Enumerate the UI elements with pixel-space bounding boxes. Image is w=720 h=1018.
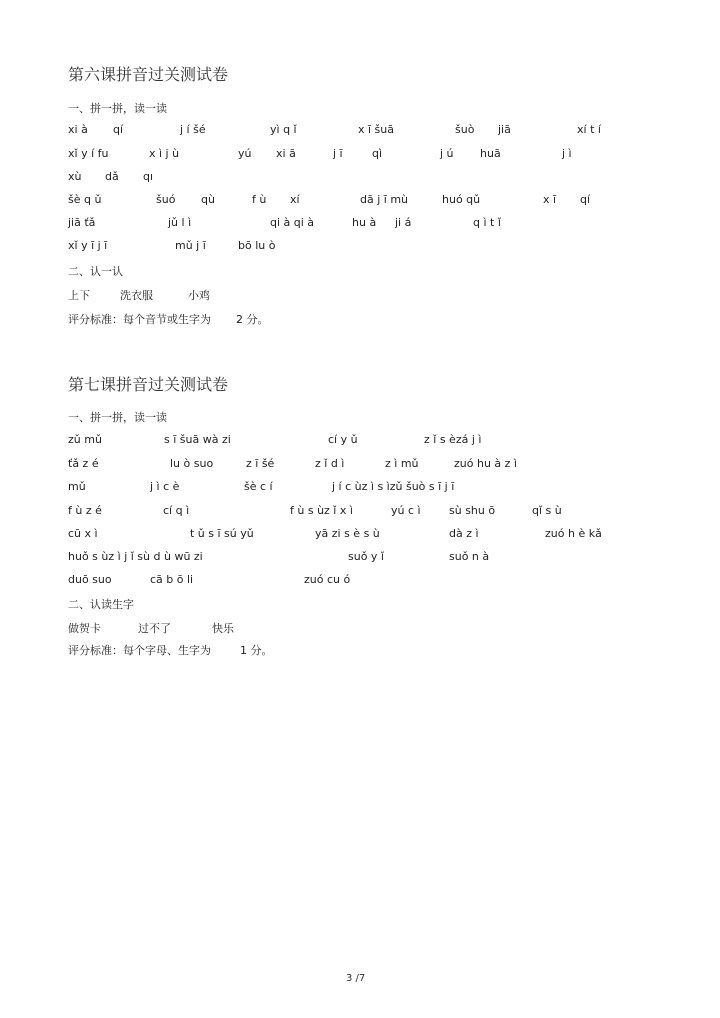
pinyin: z ǐ s èzá j ì	[424, 433, 482, 446]
pinyin: qí	[580, 193, 591, 206]
pinyin: qǐ s ù	[532, 504, 562, 517]
page-number: 3 /7	[346, 973, 366, 984]
pinyin: j ī	[333, 147, 343, 160]
pinyin: dǎ	[105, 170, 119, 183]
pinyin: xǐ y ī j ī	[68, 239, 108, 252]
pinyin: jǔ l ì	[168, 216, 192, 229]
pinyin: yā zi s è s ù	[315, 527, 380, 540]
pinyin: z ì mǔ	[385, 457, 419, 470]
pinyin: šuó	[156, 193, 176, 206]
scoring-points: 2 分。	[236, 313, 269, 326]
pinyin: cí y ǔ	[328, 433, 358, 446]
pinyin: huǒ s ùz ì j ǐ sù d ù wū zi	[68, 550, 203, 563]
pinyin: jiā ťǎ	[68, 216, 96, 229]
pinyin: dā j ī mù	[360, 193, 409, 206]
pinyin: mǔ j ī	[175, 239, 206, 252]
word: 快乐	[212, 622, 234, 635]
pinyin: xí	[290, 193, 300, 206]
pinyin: qı	[143, 170, 154, 183]
pinyin: zuó hu à z ì	[454, 457, 517, 470]
word: 过不了	[138, 622, 171, 635]
pinyin: jiā	[498, 123, 511, 136]
lesson6-title: 第六课拼音过关测试卷	[68, 65, 229, 84]
pinyin: cū x ì	[68, 527, 98, 540]
pinyin: zuó cu ó	[304, 573, 351, 586]
pinyin: j ì	[562, 147, 572, 160]
pinyin: j í c ùz ì s ìzǔ šuò s ī j ī	[332, 480, 455, 493]
pinyin: t ǔ s ī sú yǔ	[190, 527, 254, 540]
pinyin: x ī šuā	[358, 123, 395, 136]
pinyin: huā	[480, 147, 501, 160]
lesson7-title: 第七课拼音过关测试卷	[68, 375, 229, 394]
lesson6-part1-heading: 一、拼一拼，读一读	[68, 102, 167, 115]
pinyin: j í šé	[180, 123, 206, 136]
pinyin: qì	[372, 147, 383, 160]
word: 上下	[68, 289, 90, 302]
pinyin: xù	[68, 170, 82, 183]
pinyin: šè c í	[244, 480, 273, 493]
scoring-text: 评分标准：每个音节或生字为	[68, 313, 211, 326]
pinyin: f ù	[252, 193, 267, 206]
lesson6-part2-heading: 二、认一认	[68, 265, 123, 278]
pinyin: sù shu ō	[449, 504, 496, 517]
pinyin: duō suo	[68, 573, 112, 586]
pinyin: cí q ì	[163, 504, 190, 517]
word: 做贺卡	[68, 622, 101, 635]
pinyin: šuò	[455, 123, 475, 136]
pinyin: q ì t ǐ	[473, 216, 501, 229]
pinyin: xi à	[68, 123, 88, 136]
pinyin: yú c ì	[391, 504, 421, 517]
pinyin: mǔ	[68, 480, 86, 493]
pinyin: bō lu ò	[238, 239, 276, 252]
pinyin: suǒ y ǐ	[348, 550, 384, 563]
pinyin: lu ò suo	[170, 457, 214, 470]
pinyin: ťǎ z é	[68, 457, 99, 470]
word: 小鸡	[188, 289, 210, 302]
pinyin: z ǐ d ì	[315, 457, 345, 470]
pinyin: šè q ǔ	[68, 193, 102, 206]
pinyin: j ì c è	[150, 480, 180, 493]
pinyin: zuó h è kǎ	[545, 527, 602, 540]
pinyin: s ī šuā wà zi	[164, 433, 231, 446]
pinyin: qù	[201, 193, 215, 206]
scoring-points: 1 分。	[240, 644, 273, 657]
pinyin: xí t í	[577, 123, 601, 136]
pinyin: zǔ mǔ	[68, 433, 102, 446]
pinyin: x ì j ù	[149, 147, 180, 160]
pinyin: z ī šé	[246, 457, 275, 470]
pinyin: yú	[238, 147, 252, 160]
pinyin: f ù z é	[68, 504, 102, 517]
pinyin: cā b ō li	[150, 573, 194, 586]
pinyin: hu à	[352, 216, 377, 229]
pinyin: yì q ǐ	[270, 123, 297, 136]
pinyin: qi à qi à	[270, 216, 315, 229]
pinyin: f ù s ùz ǐ x ì	[290, 504, 353, 517]
pinyin: huó qǔ	[442, 193, 481, 206]
pinyin: xǐ y í fu	[68, 147, 109, 160]
scoring-text: 评分标准：每个字母、生字为	[68, 644, 211, 657]
pinyin: x ī	[543, 193, 557, 206]
word: 洗衣服	[120, 289, 153, 302]
pinyin: ji á	[395, 216, 412, 229]
pinyin: xi ā	[276, 147, 296, 160]
lesson7-part1-heading: 一、拼一拼，读一读	[68, 411, 167, 424]
pinyin: qí	[113, 123, 124, 136]
pinyin: dà z ì	[449, 527, 479, 540]
lesson7-part2-heading: 二、认读生字	[68, 598, 134, 611]
pinyin: suǒ n à	[449, 550, 490, 563]
pinyin: j ú	[440, 147, 454, 160]
